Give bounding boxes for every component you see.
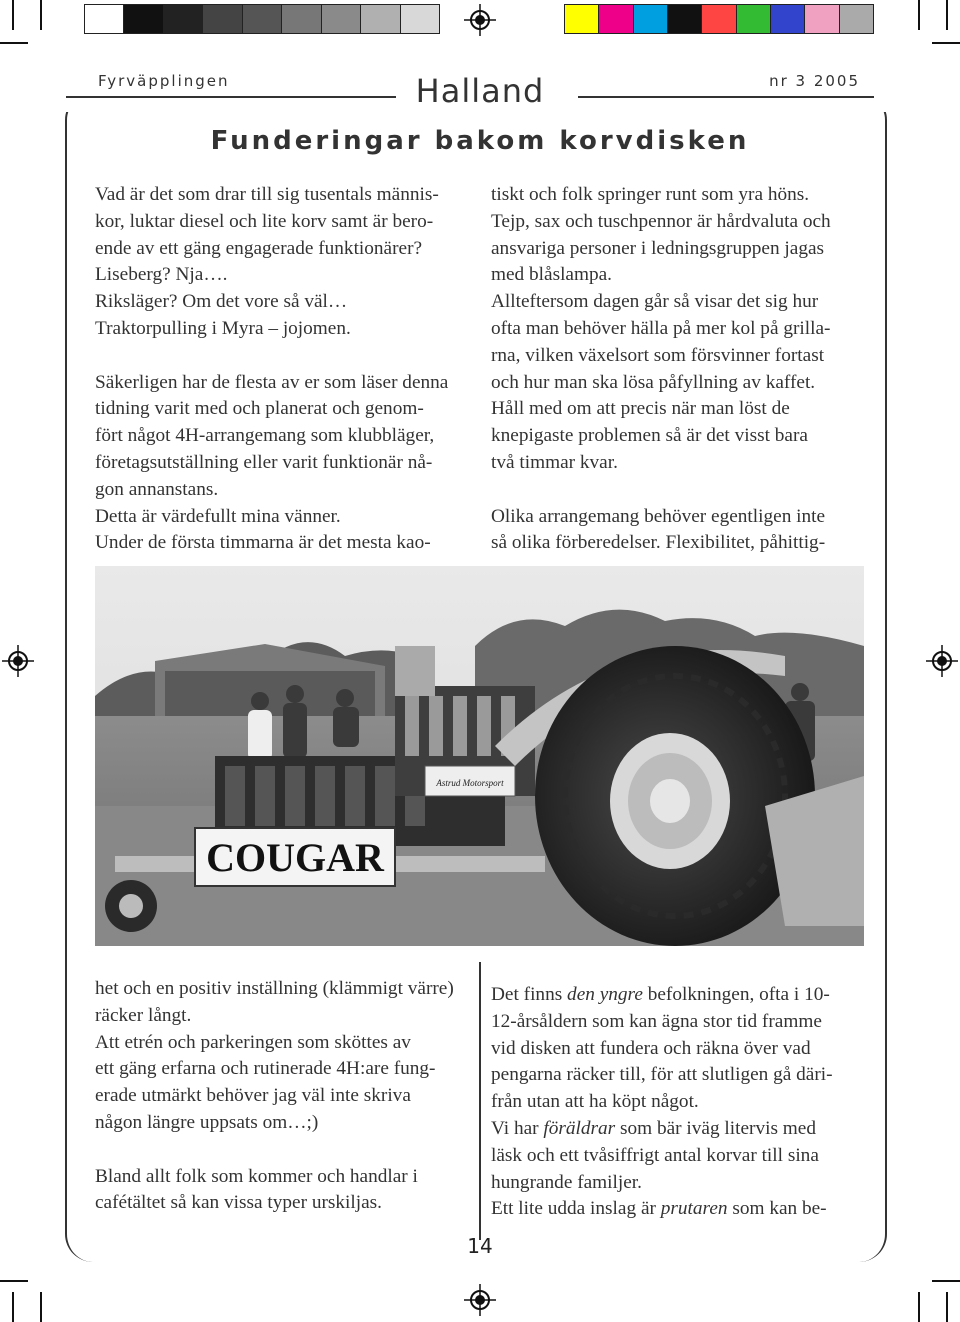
italic-phrase: föräldrar — [543, 1117, 616, 1139]
section-name: Halland — [415, 72, 545, 110]
color-swatch — [805, 5, 839, 33]
color-swatch — [361, 5, 400, 33]
registration-target-icon — [2, 645, 34, 677]
text-line — [491, 1116, 865, 1143]
text-span: befolkningen, ofta i 10- — [642, 984, 830, 1005]
color-swatch — [243, 5, 282, 33]
text-line: läsk och ett tvåsiffrigt antal korvar till sina — [491, 1144, 819, 1166]
text-span: som kan be- — [727, 1198, 827, 1220]
text-line: Vad är det som drar till sig tusentals männis- — [95, 184, 439, 205]
bottom-left-column — [95, 976, 471, 1217]
text-line: erade utmärkt behöver jag väl inte skriva — [95, 1085, 411, 1107]
text-line: rna, vilken växelsort som försvinner fortast — [491, 344, 825, 366]
cougar-sign: COUGAR — [206, 835, 384, 880]
color-swatch — [203, 5, 242, 33]
text-line: ende av ett gäng engagerade funktionärer? — [95, 237, 423, 259]
color-swatch — [668, 5, 702, 33]
text-line: pengarna räcker till, för att slutligen gå däri- — [491, 1064, 833, 1086]
crop-mark — [40, 1292, 42, 1322]
text-line: vid disken att fundera och räkna över vad — [491, 1037, 811, 1059]
text-line: het och en positiv inställning (klämmigt värre) — [95, 978, 454, 999]
text-line: Under de första timmarna är det mesta kao- — [95, 532, 431, 554]
column-divider — [479, 962, 481, 1240]
color-swatch — [322, 5, 361, 33]
text-line: fört något 4H-arrangemang som klubbläger, — [95, 425, 435, 447]
text-line: tiskt och folk springer runt som yra höns. — [491, 184, 810, 205]
registration-target-icon — [926, 645, 958, 677]
italic-phrase: prutaren — [660, 1198, 728, 1220]
text-line: räcker långt. — [95, 1004, 192, 1026]
text-line: 12-årsåldern som kan ägna stor tid framme — [491, 1010, 822, 1032]
text-line: kor, luktar diesel och lite korv samt är bero- — [95, 210, 434, 232]
color-swatch — [702, 5, 736, 33]
top-right-column — [491, 182, 865, 557]
text-line: tidning varit med och planerat och genom- — [95, 398, 424, 420]
issue-number: nr 3 2005 — [769, 72, 860, 90]
crop-mark — [0, 1280, 28, 1282]
text-line: företagsutställning eller varit funktionär nå- — [95, 451, 433, 473]
crop-mark — [946, 1292, 948, 1322]
text-line: cafétältet så kan vissa typer urskiljas. — [95, 1192, 382, 1214]
crop-mark — [0, 42, 28, 44]
text-line: Detta är värdefullt mina vänner. — [95, 505, 341, 527]
color-swatch — [737, 5, 771, 33]
crop-mark — [946, 0, 948, 30]
crop-mark — [918, 0, 920, 30]
grayscale-color-bar — [84, 4, 440, 34]
text-line: Olika arrangemang behöver egentligen inte — [491, 505, 826, 527]
text-line: Säkerligen har de flesta av er som läser denna — [95, 371, 449, 393]
text-line — [491, 1196, 865, 1223]
color-swatch — [164, 5, 203, 33]
text-span: Ett lite udda inslag är — [491, 1198, 661, 1220]
text-line — [491, 982, 865, 1009]
crop-mark — [918, 1292, 920, 1322]
text-line: ofta man behöver hälla på mer kol på grilla- — [491, 317, 831, 339]
text-line: så olika förberedelser. Flexibilitet, påhittig- — [491, 532, 826, 554]
color-swatch — [771, 5, 805, 33]
crop-mark — [932, 1280, 960, 1282]
cmyk-color-bar — [564, 4, 874, 34]
crop-mark — [932, 42, 960, 44]
text-line: med blåslampa. — [491, 264, 613, 286]
bottom-right-column — [491, 982, 865, 1223]
color-swatch — [634, 5, 668, 33]
page-number: 14 — [467, 1234, 493, 1258]
paragraph-gap — [491, 477, 865, 504]
text-line: Bland allt folk som kommer och handlar i — [95, 1165, 418, 1187]
color-swatch — [401, 5, 439, 33]
text-line: hungrande familjer. — [491, 1171, 642, 1193]
text-span: Vi har — [491, 1117, 544, 1139]
text-line: Att etrén och parkeringen som sköttes av — [95, 1031, 411, 1053]
crop-mark — [12, 0, 14, 30]
paragraph-gap — [95, 343, 471, 370]
top-left-column — [95, 182, 471, 557]
text-line: Håll med om att precis när man löst de — [491, 398, 790, 420]
color-swatch — [124, 5, 163, 33]
color-swatch — [599, 5, 633, 33]
registration-target-icon — [464, 1284, 496, 1316]
crop-mark — [12, 1292, 14, 1322]
color-swatch — [85, 5, 124, 33]
text-line: Allteftersom dagen går så visar det sig hur — [491, 291, 819, 313]
text-line: Tejp, sax och tuschpennor är hårdvaluta och — [491, 210, 831, 232]
text-line: ett gäng erfarna och rutinerade 4H:are fung- — [95, 1058, 436, 1080]
color-swatch — [840, 5, 873, 33]
paragraph-gap — [95, 1137, 471, 1164]
color-swatch — [282, 5, 321, 33]
sponsor-badge: Astrud Motorsport — [436, 778, 504, 788]
text-line: någon längre uppsats om…;) — [95, 1111, 319, 1133]
text-line: gon annanstans. — [95, 478, 219, 500]
text-line: knepigaste problemen så är det visst bara — [491, 425, 808, 447]
text-line: och hur man ska lösa påfyllning av kaffet. — [491, 371, 816, 393]
text-line: ansvariga personer i ledningsgruppen jagas — [491, 237, 825, 259]
text-line: två timmar kvar. — [491, 451, 618, 473]
text-line: från utan att ha köpt något. — [491, 1091, 699, 1113]
italic-phrase: den yngre — [567, 984, 643, 1005]
color-swatch — [565, 5, 599, 33]
crop-mark — [40, 0, 42, 30]
publication-name: Fyrväpplingen — [98, 72, 230, 90]
registration-target-icon — [464, 4, 496, 36]
text-span: Det finns — [491, 984, 568, 1005]
text-line: Liseberg? Nja…. — [95, 264, 228, 286]
article-title: Funderingar bakom korvdisken — [210, 126, 750, 156]
text-line: Traktorpulling i Myra – jojomen. — [95, 317, 351, 339]
text-span: som bär iväg litervis med — [615, 1117, 816, 1139]
tractor-pulling-photo — [95, 566, 864, 946]
text-line: Riksläger? Om det vore så väl… — [95, 291, 348, 313]
